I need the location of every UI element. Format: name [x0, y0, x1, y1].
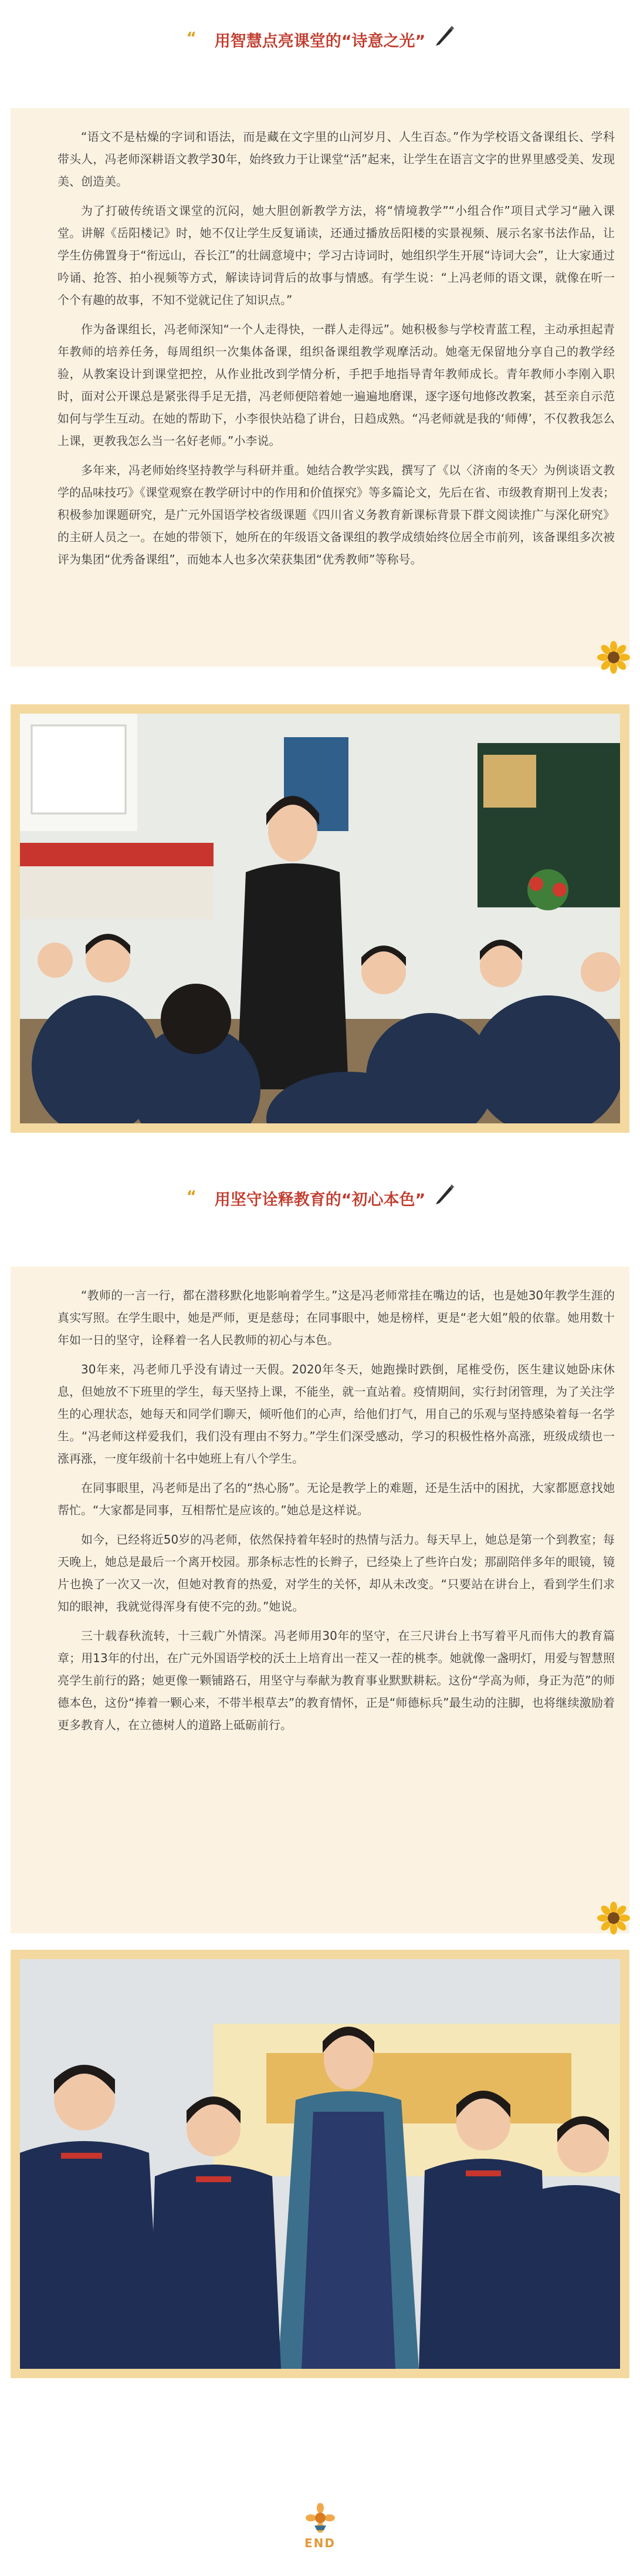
section-2-body [57, 1284, 615, 1743]
paragraph: 多年来，冯老师始终坚持教学与科研并重。她结合教学实践，撰写了《以〈济南的冬天〉为例谈语文教学的品味技巧》《课堂观察在教学研讨中的作用和价值探究》等多篇论文，先后在省、市级教育期刊上发表；积极参加课题研究，是广元外国语学校省级课题《四川省义务教育新课标背景下群文阅读推广与深化研究》的主研人员之一。在她的带领下，她所在的年级语文备课组的教学成绩始终位居全市前列，该备课组多次被评为集团“优秀备课组”，而她本人也多次荣获集团“优秀教师”等称号。 [57, 463, 615, 566]
photo-image [20, 714, 620, 1123]
pen-icon [432, 23, 456, 47]
end-marker [0, 2503, 640, 2550]
photo-image [20, 1959, 620, 2369]
paragraph: 30年来，冯老师几乎没有请过一天假。2020年冬天，她跑操时跌倒，尾椎受伤，医生建议她卧床休息，但她放不下班里的学生，每天坚持上课，不能坐，就一直站着。疫情期间，实行封闭管理，为了关注学生的心理状态，她每天和同学们聊天，倾听他们的心声，给他们打气，用自己的乐观与坚持感染着每一名学生。“冯老师这样爱我们，我们没有理由不努力。”学生们深受感动，学习的积极性格外高涨，班级成绩也一涨再涨，一度年级前十名中她班上有八个学生。 [57, 1362, 615, 1466]
paragraph: 在同事眼里，冯老师是出了名的“热心肠”。无论是教学上的难题，还是生活中的困扰，大家都愿意找她帮忙。“大家都是同事，互相帮忙是应该的。”她总是这样说。 [57, 1481, 615, 1517]
section-1-header [0, 28, 640, 51]
paragraph: 如今，已经将近50岁的冯老师，依然保持着年轻时的热情与活力。每天早上，她总是第一个到教室；每天晚上，她总是最后一个离开校园。那条标志性的长辫子，已经染上了些许白发；那副陪伴多年的眼镜，镜片也换了一次又一次，但她对教育的热爱，对学生的关怀，却从未改变。“只要站在讲台上，看到学生们求知的眼神，我就觉得浑身有使不完的劲。”她说。 [57, 1532, 615, 1613]
paragraph: 为了打破传统语文课堂的沉闷，她大胆创新教学方法，将“情境教学”“小组合作”项目式学习“融入课堂。讲解《岳阳楼记》时，她不仅让学生反复诵读，还通过播放岳阳楼的实景视频、展示名家书法作品，让学生仿佛置身于“衔远山，吞长江”的壮阔意境中；学习古诗词时，她组织学生开展“诗词大会”，让大家通过吟诵、抢答、拍小视频等方式，解读诗词背后的故事与情感。有学生说：“上冯老师的语文课，就像在听一个个有趣的故事，不知不觉就记住了知识点。” [57, 204, 615, 307]
section-2-panel [11, 1267, 629, 1933]
section-2-header [0, 1187, 640, 1210]
paragraph: 作为备课组长，冯老师深知“一个人走得快，一群人走得远”。她积极参与学校青蓝工程，主动承担起青年教师的培养任务，每周组织一次集体备课，组织备课组教学观摩活动。她毫无保留地分享自己的教学经验，从教案设计到课堂把控，从作业批改到学情分析，手把手地指导青年教师成长。青年教师小李刚入职时，面对公开课总是紧张得手足无措，冯老师便陪着她一遍遍地磨课，逐字逐句地修改教案，甚至亲自示范如何与学生互动。在她的帮助下，小李很快站稳了讲台，日趋成熟。“冯老师就是我的‘师傅’，不仅教我怎么上课，更教我怎么当一名好老师。”小李说。 [57, 322, 615, 448]
end-flower-icon [303, 2503, 338, 2533]
teacher-students-illustration [20, 1959, 620, 2369]
section-1-title: 用智慧点亮课堂的“诗意之光” [214, 32, 426, 50]
hallway-photo [11, 1950, 629, 2378]
paragraph: 三十载春秋流转，十三载广外情深。冯老师用30年的坚守，在三尺讲台上书写着平凡而伟大的教育篇章；用13年的付出，在广元外国语学校的沃土上培育出一茬又一茬的桃李。她就像一盏明灯，用爱与智慧照亮学生前行的路；她更像一颗铺路石，用坚守与奉献为教育事业默默耕耘。这份“学高为师，身正为范”的师德本色，这份“捧着一颗心来，不带半根草去”的教育情怀，正是“师德标兵”最生动的注脚，也将继续激励着更多教育人，在立德树人的道路上砥砺前行。 [57, 1629, 615, 1732]
sunflower-icon [597, 641, 630, 674]
quote-mark-icon: “ [186, 29, 197, 47]
paragraph: “语文不是枯燥的字词和语法，而是藏在文字里的山河岁月、人生百态。”作为学校语文备课组长、学科带头人，冯老师深耕语文教学30年，始终致力于让课堂“活”起来，让学生在语言文字的世界里感受美、发现美、创造美。 [57, 130, 615, 188]
teacher-classroom-illustration [20, 714, 620, 1123]
sunflower-icon [597, 1902, 630, 1934]
section-1-body [57, 126, 615, 578]
quote-mark-icon: “ [186, 1188, 197, 1206]
section-2-title: 用坚守诠释教育的“初心本色” [214, 1191, 426, 1209]
classroom-photo [11, 704, 629, 1133]
paragraph: “教师的一言一行，都在潜移默化地影响着学生。”这是冯老师常挂在嘴边的话，也是她30年教学生涯的真实写照。在学生眼中，她是严师，更是慈母；在同事眼中，她是榜样，更是“老大姐”般的依靠。她用数十年如一日的坚守，诠释着一名人民教师的初心与本色。 [57, 1288, 615, 1347]
section-1-panel [11, 108, 629, 667]
end-label: END [304, 2536, 336, 2550]
pen-icon [432, 1182, 456, 1206]
